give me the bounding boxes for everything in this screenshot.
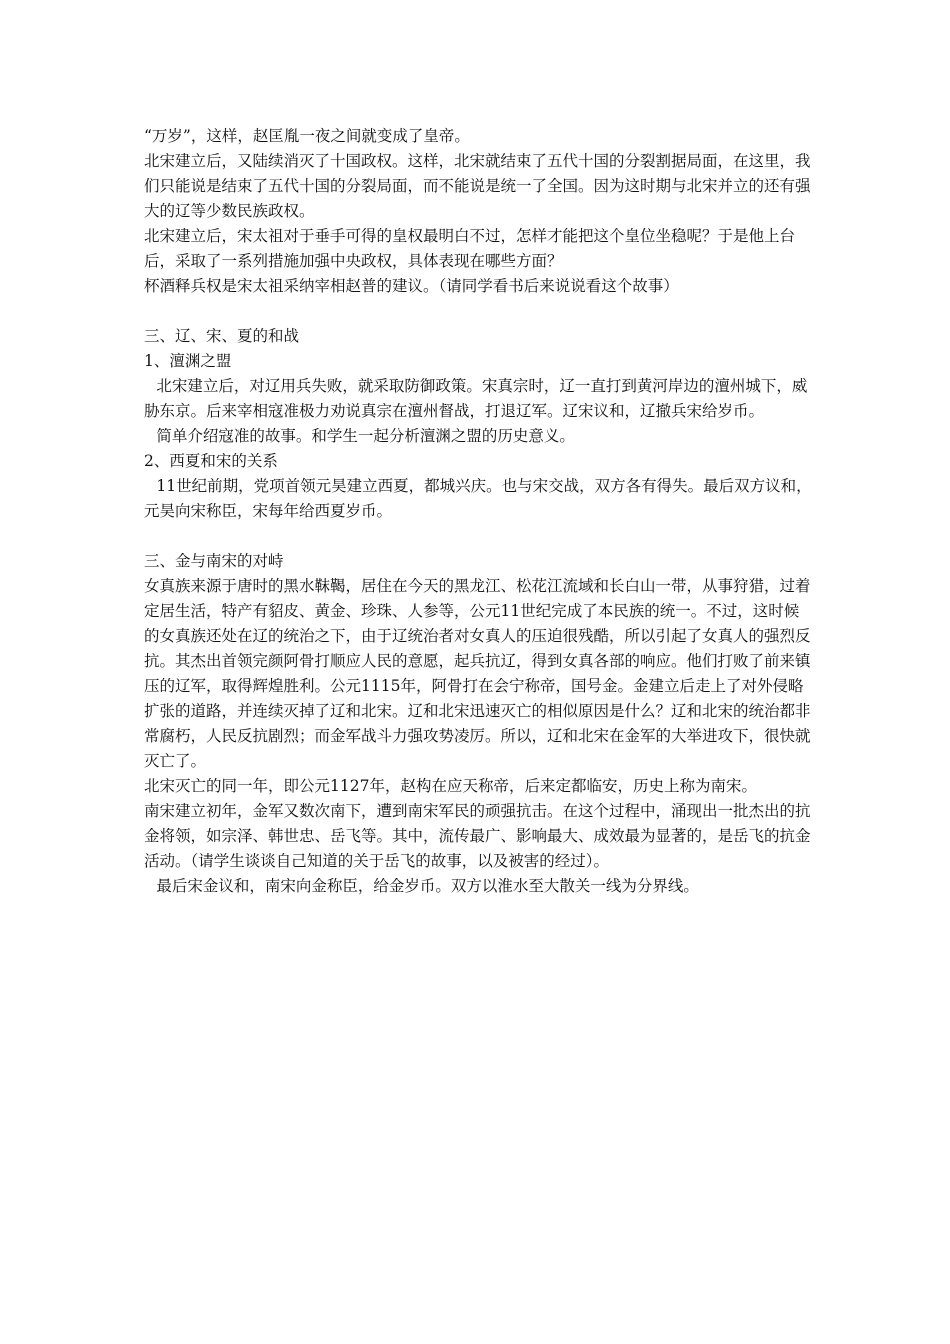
paragraph-wine-and-power: 杯酒释兵权是宋太祖采纳宰相赵普的建议。（请同学看书后来说说看这个故事） [144, 277, 679, 295]
paragraph-song-jin-peace: 最后宋金议和，南宋向金称臣，给金岁币。双方以淮水至大散关一线为分界线。 [156, 877, 699, 895]
paragraph-western-xia: 11世纪前期，党项首领元昊建立西夏，都城兴庆。也与宋交战，双方各有得失。最后双方议和，元昊向宋称臣，宋每年给西夏岁币。 [144, 477, 812, 520]
paragraph-jurchen: 女真族来源于唐时的黑水靺鞨，居住在今天的黑龙江、松花江流域和长白山一带，从事狩猎，过着定居生活，特产有貂皮、黄金、珍珠、人参等，公元11世纪完成了本民族的统一。不过，这时候的女真族还处在辽的统治之下，由于辽统治者对女真人的压迫很残酷，所以引起了女真人的强烈反抗。其杰出首领完颜阿骨打顺应人民的意愿，起兵抗辽，得到女真各部的响应。他们打败了前来镇压的辽军，取得辉煌胜利。公元1115年，阿骨打在会宁称帝，国号金。金建立后走上了对外侵略扩张的道路，并连续灭掉了辽和北宋。辽和北宋迅速灭亡的相似原因是什么？辽和北宋的统治都非常腐朽，人民反抗剧烈；而金军战斗力强攻势凌厉。所以，辽和北宋在金军的大举进攻下，很快就灭亡了。 [144, 577, 811, 770]
paragraph-chanyuan: 北宋建立后，对辽用兵失败，就采取防御政策。宋真宗时，辽一直打到黄河岸边的澶州城下，威胁东京。后来宰相寇准极力劝说真宗在澶州督战，打退辽军。辽宋议和，辽撤兵宋给岁币。 [144, 377, 808, 420]
paragraph-kou-zhun: 简单介绍寇准的故事。和学生一起分析澶渊之盟的历史意义。 [156, 427, 575, 445]
paragraph-zhao-kuangyin: “万岁”，这样，赵匡胤一夜之间就变成了皇帝。 [144, 127, 470, 145]
blank-line [144, 299, 814, 324]
section-heading-liao-song-xia: 三、辽、宋、夏的和战 [144, 327, 300, 345]
blank-line [144, 524, 814, 549]
paragraph-northern-song-unification: 北宋建立后，又陆续消灭了十国政权。这样，北宋就结束了五代十国的分裂割据局面，在这里，我们只能说是结束了五代十国的分裂局面，而不能说是统一了全国。因为这时期与北宋并立的还有强大的辽等少数民族政权。 [144, 152, 811, 220]
subheading-chanyuan-treaty: 1、澶渊之盟 [144, 352, 232, 370]
paragraph-southern-song-founding: 北宋灭亡的同一年，即公元1127年，赵构在应天称帝，后来定都临安，历史上称为南宋。 [144, 777, 757, 795]
paragraph-centralization: 北宋建立后，宋太祖对于垂手可得的皇权最明白不过，怎样才能把这个皇位坐稳呢？于是他上台后，采取了一系列措施加强中央政权，具体表现在哪些方面？ [144, 227, 796, 270]
paragraph-anti-jin-generals: 南宋建立初年，金军又数次南下，遭到南宋军民的顽强抗击。在这个过程中，涌现出一批杰出的抗金将领，如宗泽、韩世忠、岳飞等。其中，流传最广、影响最大、成效最为显著的，是岳飞的抗金活动。（请学生谈谈自己知道的关于岳飞的故事，以及被害的经过）。 [144, 802, 811, 870]
subheading-western-xia: 2、西夏和宋的关系 [144, 452, 278, 470]
section-heading-jin-southern-song: 三、金与南宋的对峙 [144, 552, 284, 570]
document-body [144, 124, 814, 899]
